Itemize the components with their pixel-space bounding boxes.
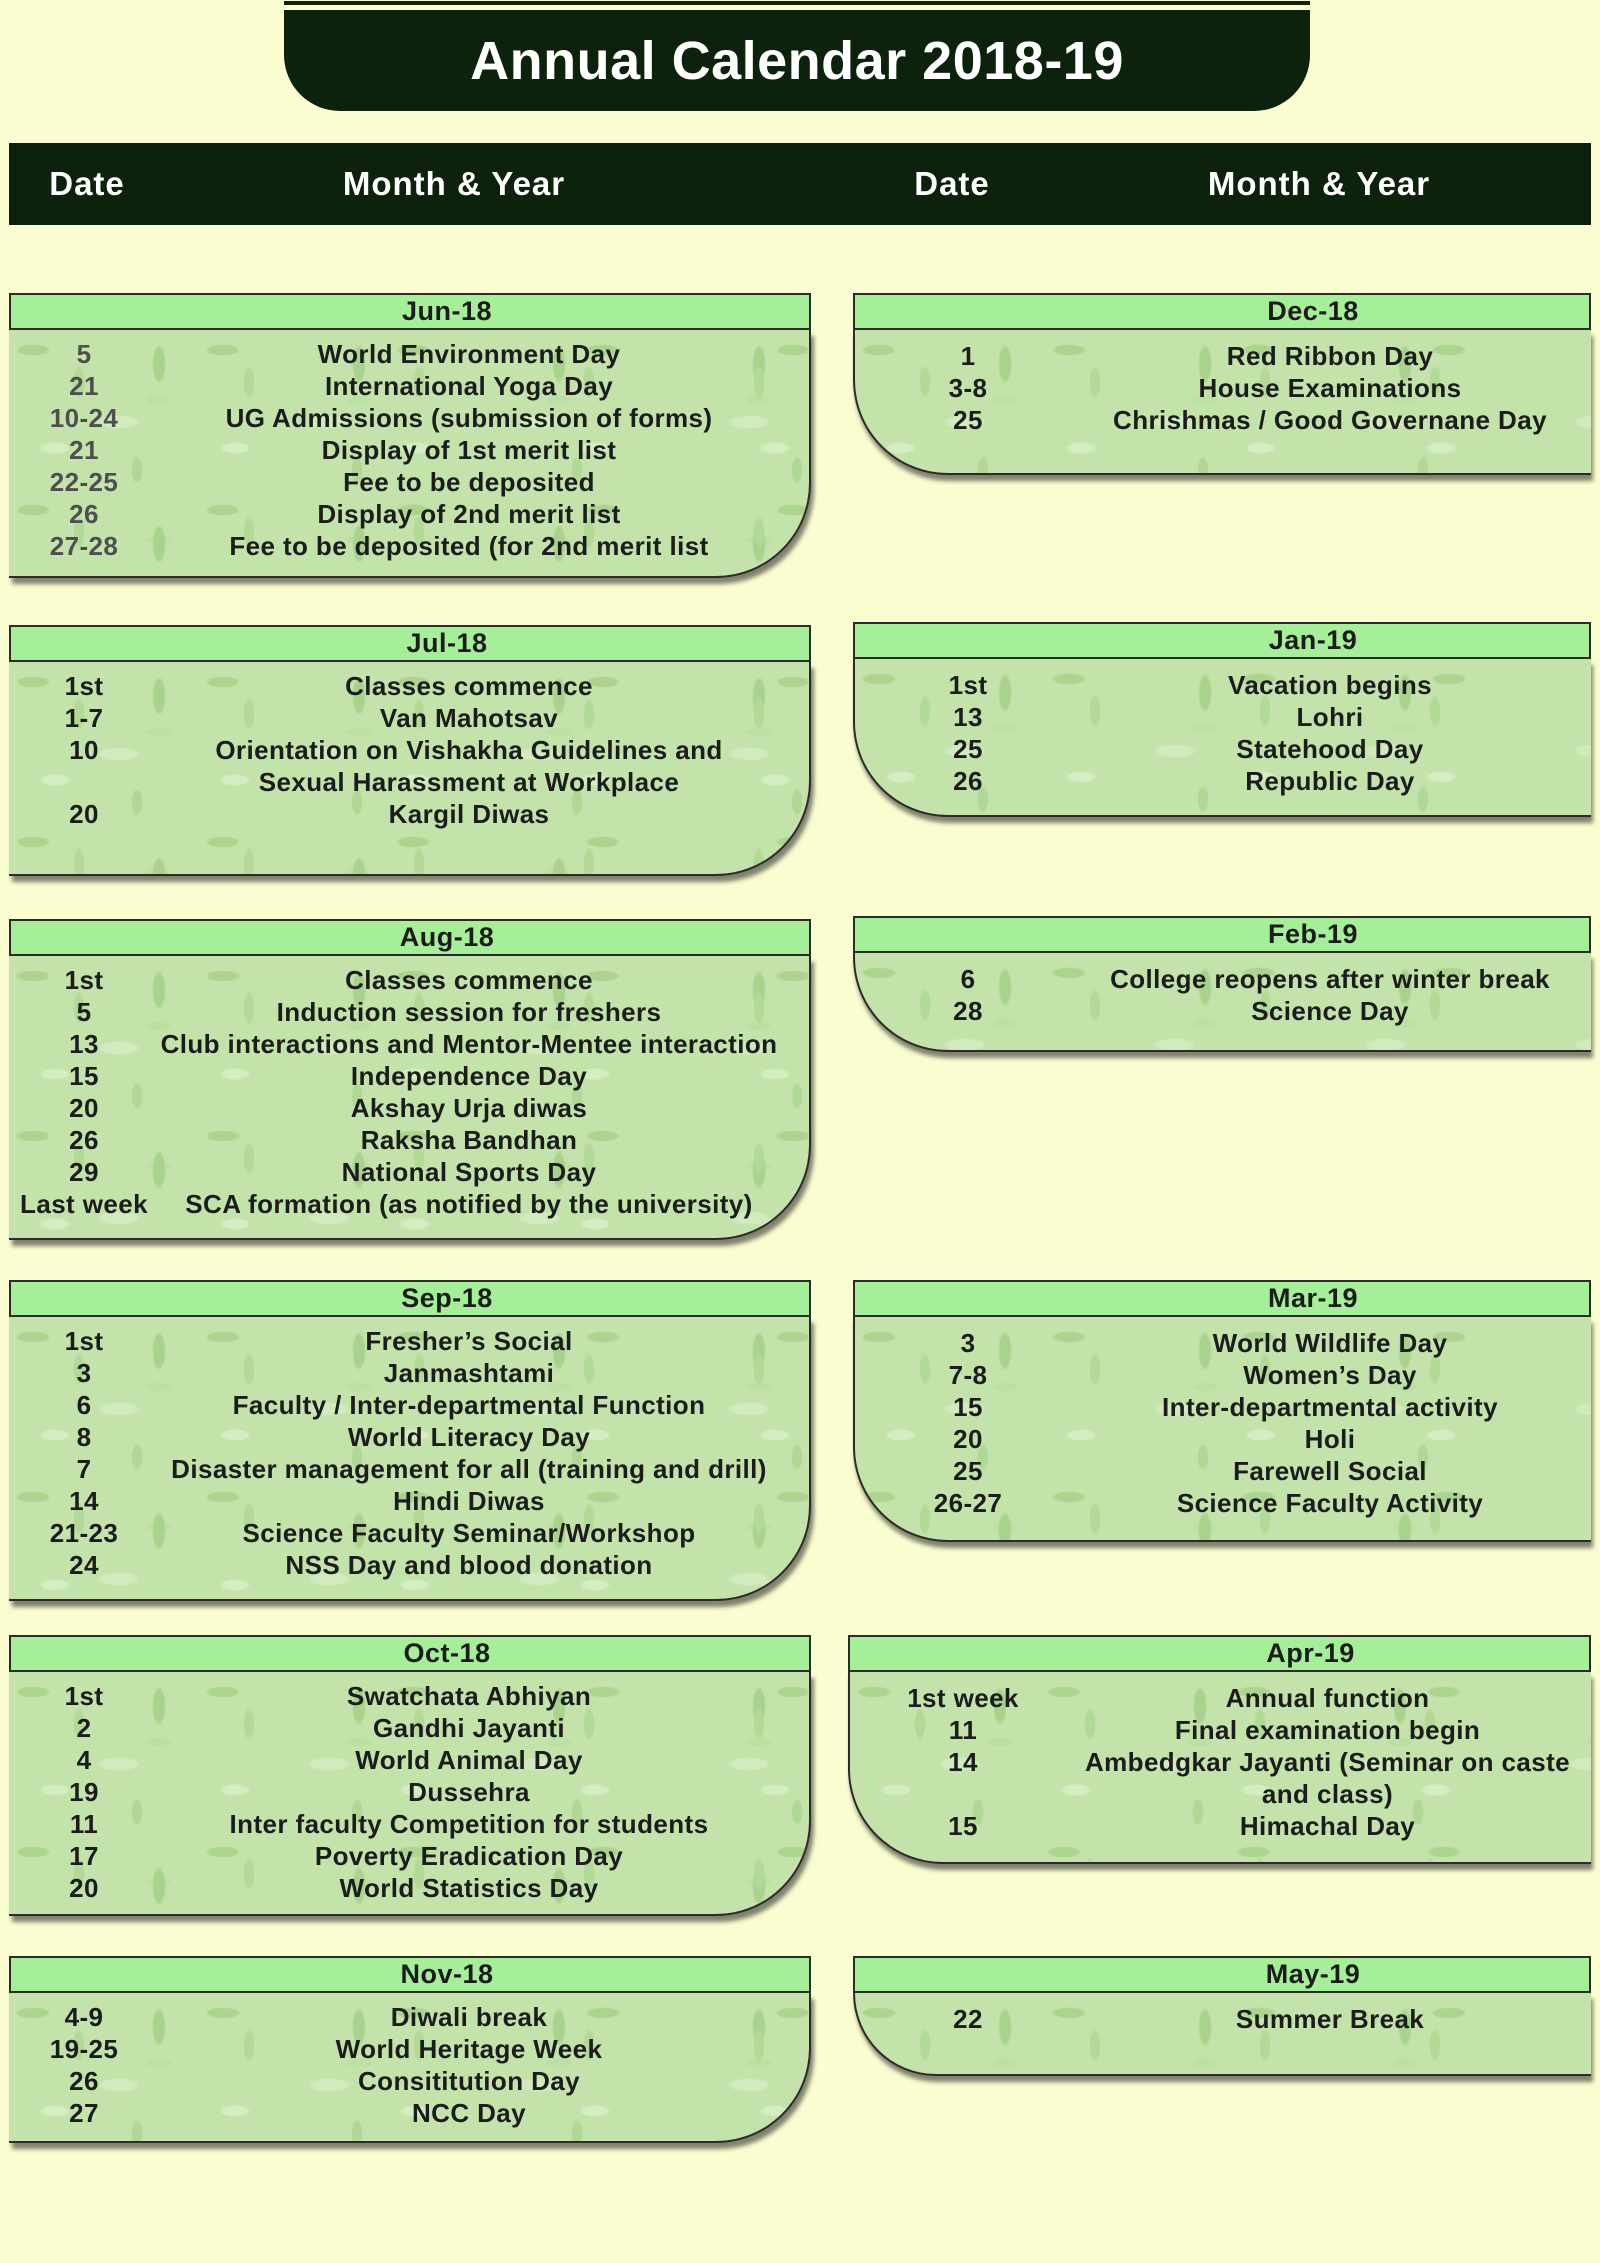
event-row: [9, 338, 809, 370]
event-row: [855, 1327, 1591, 1359]
event-date: 3: [960, 1328, 976, 1358]
month-events: [853, 659, 1591, 817]
event-row: [850, 1746, 1591, 1810]
event-row: [9, 1840, 809, 1872]
event-name: Fee to be deposited: [343, 467, 595, 497]
event-row: [9, 498, 809, 530]
event-row: [855, 733, 1591, 765]
event-date: 10-24: [49, 403, 119, 433]
event-date: 11: [948, 1715, 978, 1745]
event-date: 1-7: [64, 703, 104, 733]
event-date: 4: [76, 1745, 92, 1775]
event-name: Statehood Day: [1236, 734, 1424, 764]
month-events: [853, 953, 1591, 1052]
event-name: Diwali break: [390, 2002, 548, 2032]
event-row: [9, 1389, 809, 1421]
event-name: Farewell Social: [1233, 1456, 1427, 1486]
event-row: [9, 402, 809, 434]
event-name: Fee to be deposited (for 2nd merit list: [229, 531, 709, 561]
event-date: 26: [69, 499, 99, 529]
event-name: Summer Break: [1235, 2004, 1425, 2034]
event-date: 20: [69, 799, 99, 829]
event-date: 19-25: [49, 2034, 119, 2064]
event-row: [9, 1872, 809, 1904]
event-row: [9, 1325, 809, 1357]
event-row: [855, 701, 1591, 733]
month-header: Sep-18: [9, 1280, 811, 1317]
event-name: National Sports Day: [341, 1157, 597, 1187]
event-date: 25: [953, 1456, 983, 1486]
event-date: 22: [953, 2004, 983, 2034]
month-events: [9, 1993, 811, 2143]
event-row: [9, 1124, 809, 1156]
event-date: 19: [69, 1777, 99, 1807]
event-row: [9, 2097, 809, 2129]
month-panel-feb-19: [853, 916, 1591, 1052]
event-row: [9, 798, 809, 830]
month-header: Mar-19: [853, 1280, 1591, 1317]
event-row: [9, 1421, 809, 1453]
event-row: [9, 1744, 809, 1776]
event-name: Induction session for freshers: [276, 997, 662, 1027]
event-name: Classes commence: [345, 671, 593, 701]
event-name: Dussehra: [408, 1777, 530, 1807]
event-name: Poverty Eradication Day: [314, 1841, 624, 1871]
page-title: Annual Calendar 2018-19: [470, 30, 1124, 91]
month-header: Nov-18: [9, 1956, 811, 1993]
event-date: 1st: [64, 671, 104, 701]
event-row: [9, 1092, 809, 1124]
event-row: [855, 1391, 1591, 1423]
event-row: [850, 1810, 1591, 1842]
event-name: Himachal Day: [1239, 1811, 1416, 1841]
month-header: May-19: [853, 1956, 1591, 1993]
event-name: Science Faculty Seminar/Workshop: [242, 1518, 696, 1548]
month-header: Feb-19: [853, 916, 1591, 953]
event-date: 11: [69, 1809, 99, 1839]
month-panel-jan-19: [853, 622, 1591, 817]
event-row: [855, 340, 1591, 372]
event-date: 15: [948, 1811, 978, 1841]
event-name: Hindi Diwas: [393, 1486, 545, 1516]
event-row: [9, 434, 809, 466]
event-row: [855, 1487, 1591, 1519]
event-date: 1: [960, 341, 976, 371]
event-name: Faculty / Inter-departmental Function: [232, 1390, 706, 1420]
event-name: Chrishmas / Good Governane Day: [1113, 405, 1547, 435]
top-rule: [284, 1, 1310, 5]
event-name: Red Ribbon Day: [1226, 341, 1434, 371]
event-date: 3: [76, 1358, 92, 1388]
event-name: World Literacy Day: [347, 1422, 591, 1452]
month-panel-dec-18: [853, 293, 1591, 475]
event-row: [9, 1776, 809, 1808]
event-date: 6: [76, 1390, 92, 1420]
event-date: 20: [69, 1093, 99, 1123]
event-date: 27-28: [49, 531, 119, 561]
month-panel-may-19: [853, 1956, 1591, 2076]
event-name: Independence Day: [350, 1061, 588, 1091]
event-date: 26-27: [933, 1488, 1003, 1518]
event-row: [9, 1060, 809, 1092]
month-panel-aug-18: [9, 919, 811, 1240]
event-name: Consititution Day: [357, 2066, 580, 2096]
month-events: [9, 330, 811, 578]
title-banner: [284, 10, 1310, 111]
event-row: [9, 996, 809, 1028]
event-date: 5: [76, 997, 92, 1027]
event-name: Display of 2nd merit list: [317, 499, 621, 529]
month-panel-nov-18: [9, 1956, 811, 2143]
event-date: 3-8: [948, 373, 988, 403]
event-name: Women’s Day: [1243, 1360, 1417, 1390]
month-events: [853, 330, 1591, 475]
event-name: NCC Day: [411, 2098, 527, 2128]
event-date: 1st: [64, 965, 104, 995]
event-row: [9, 1680, 809, 1712]
event-date: Last week: [20, 1189, 148, 1219]
event-name: Display of 1st merit list: [321, 435, 617, 465]
month-events: [9, 956, 811, 1240]
event-date: 8: [76, 1422, 92, 1452]
event-name: Van Mahotsav: [379, 703, 559, 733]
month-header: Dec-18: [853, 293, 1591, 330]
event-date: 7-8: [948, 1360, 988, 1390]
month-panel-apr-19: [848, 1635, 1591, 1864]
event-row: [9, 964, 809, 996]
event-date: 15: [953, 1392, 983, 1422]
event-name: College reopens after winter break: [1110, 964, 1550, 994]
event-name: Janmashtami: [383, 1358, 555, 1388]
event-row: [9, 1357, 809, 1389]
event-row: [855, 1455, 1591, 1487]
event-name: Gandhi Jayanti: [373, 1713, 565, 1743]
event-row: [9, 1808, 809, 1840]
event-row: [9, 530, 809, 562]
event-name: Kargil Diwas: [388, 799, 550, 829]
event-date: 27: [69, 2098, 99, 2128]
event-name: Lohri: [1296, 702, 1364, 732]
event-name: House Examinations: [1198, 373, 1462, 403]
month-panel-sep-18: [9, 1280, 811, 1601]
event-date: 20: [69, 1873, 99, 1903]
event-name: NSS Day and blood donation: [285, 1550, 653, 1580]
event-row: [855, 669, 1591, 701]
column-header-month: Month & Year: [1207, 165, 1431, 202]
event-row: [855, 765, 1591, 797]
event-name: World Statistics Day: [339, 1873, 599, 1903]
column-header-bar: [9, 143, 1591, 225]
event-date: 22-25: [49, 467, 119, 497]
month-panel-jun-18: [9, 293, 811, 578]
event-date: 26: [953, 766, 983, 796]
event-date: 17: [69, 1841, 99, 1871]
month-header: Jan-19: [853, 622, 1591, 659]
event-row: [9, 1712, 809, 1744]
event-name: Ambedgkar Jayanti (Seminar on caste and class): [1084, 1747, 1571, 1809]
event-row: [855, 2003, 1591, 2035]
event-date: 15: [69, 1061, 99, 1091]
event-name: UG Admissions (submission of forms): [225, 403, 713, 433]
event-name: Annual function: [1225, 1683, 1430, 1713]
event-date: 25: [953, 734, 983, 764]
event-row: [850, 1682, 1591, 1714]
event-date: 29: [69, 1157, 99, 1187]
event-date: 21: [69, 435, 99, 465]
event-date: 7: [76, 1454, 92, 1484]
month-panel-mar-19: [853, 1280, 1591, 1542]
event-date: 1st week: [907, 1683, 1019, 1713]
event-row: [9, 2033, 809, 2065]
event-date: 26: [69, 2066, 99, 2096]
event-row: [9, 466, 809, 498]
event-name: Disaster management for all (training and drill): [171, 1454, 767, 1484]
event-row: [9, 1485, 809, 1517]
month-panel-jul-18: [9, 625, 811, 876]
month-header: Aug-18: [9, 919, 811, 956]
month-events: [853, 1317, 1591, 1542]
event-row: [9, 702, 809, 734]
event-date: 21-23: [49, 1518, 119, 1548]
event-date: 5: [76, 339, 92, 369]
event-row: [9, 370, 809, 402]
event-name: Science Day: [1251, 996, 1409, 1026]
event-row: [855, 372, 1591, 404]
event-date: 13: [953, 702, 983, 732]
month-header: Apr-19: [848, 1635, 1591, 1672]
month-events: [9, 1672, 811, 1916]
event-name: World Animal Day: [355, 1745, 583, 1775]
event-name: World Heritage Week: [335, 2034, 603, 2064]
event-date: 2: [76, 1713, 92, 1743]
event-row: [9, 734, 809, 798]
event-name: Raksha Bandhan: [360, 1125, 578, 1155]
month-panel-oct-18: [9, 1635, 811, 1916]
event-row: [9, 1156, 809, 1188]
event-name: Final examination begin: [1174, 1715, 1481, 1745]
event-name: World Environment Day: [317, 339, 621, 369]
event-name: Orientation on Vishakha Guidelines and Sexual Harassment at Workplace: [215, 735, 723, 797]
event-row: [9, 2065, 809, 2097]
event-name: SCA formation (as notified by the university): [185, 1189, 753, 1219]
event-row: [9, 2001, 809, 2033]
event-date: 24: [69, 1550, 99, 1580]
event-row: [855, 963, 1591, 995]
event-row: [9, 1517, 809, 1549]
event-name: Holi: [1304, 1424, 1356, 1454]
event-date: 6: [960, 964, 976, 994]
event-row: [9, 670, 809, 702]
event-name: Classes commence: [345, 965, 593, 995]
month-events: [9, 662, 811, 876]
month-header: Oct-18: [9, 1635, 811, 1672]
event-name: Republic Day: [1245, 766, 1415, 796]
event-date: 14: [948, 1747, 978, 1777]
month-header: Jun-18: [9, 293, 811, 330]
event-date: 28: [953, 996, 983, 1026]
event-name: Fresher’s Social: [365, 1326, 573, 1356]
column-header-date: Date: [914, 165, 990, 202]
event-row: [850, 1714, 1591, 1746]
column-header-month: Month & Year: [342, 165, 566, 202]
event-date: 21: [69, 371, 99, 401]
event-date: 26: [69, 1125, 99, 1155]
event-row: [855, 995, 1591, 1027]
event-date: 25: [953, 405, 983, 435]
event-name: Science Faculty Activity: [1176, 1488, 1484, 1518]
event-row: [9, 1549, 809, 1581]
event-name: Inter-departmental activity: [1162, 1392, 1498, 1422]
event-date: 1st: [64, 1681, 104, 1711]
event-name: Inter faculty Competition for students: [229, 1809, 709, 1839]
event-date: 1st: [64, 1326, 104, 1356]
month-events: [853, 1993, 1591, 2076]
event-row: [9, 1028, 809, 1060]
event-date: 1st: [948, 670, 988, 700]
event-name: Swatchata Abhiyan: [346, 1681, 592, 1711]
event-name: Club interactions and Mentor-Mentee interaction: [160, 1029, 778, 1059]
event-date: 13: [69, 1029, 99, 1059]
event-name: Vacation begins: [1228, 670, 1432, 700]
event-name: World Wildlife Day: [1212, 1328, 1448, 1358]
column-header-date: Date: [49, 165, 125, 202]
event-date: 4-9: [64, 2002, 104, 2032]
event-name: Akshay Urja diwas: [350, 1093, 588, 1123]
event-row: [855, 1359, 1591, 1391]
month-events: [848, 1672, 1591, 1864]
month-events: [9, 1317, 811, 1601]
event-row: [9, 1453, 809, 1485]
event-date: 20: [953, 1424, 983, 1454]
event-date: 14: [69, 1486, 99, 1516]
event-date: 10: [69, 735, 99, 765]
event-row: [9, 1188, 809, 1220]
event-row: [855, 1423, 1591, 1455]
event-name: International Yoga Day: [324, 371, 614, 401]
event-row: [855, 404, 1591, 436]
month-header: Jul-18: [9, 625, 811, 662]
